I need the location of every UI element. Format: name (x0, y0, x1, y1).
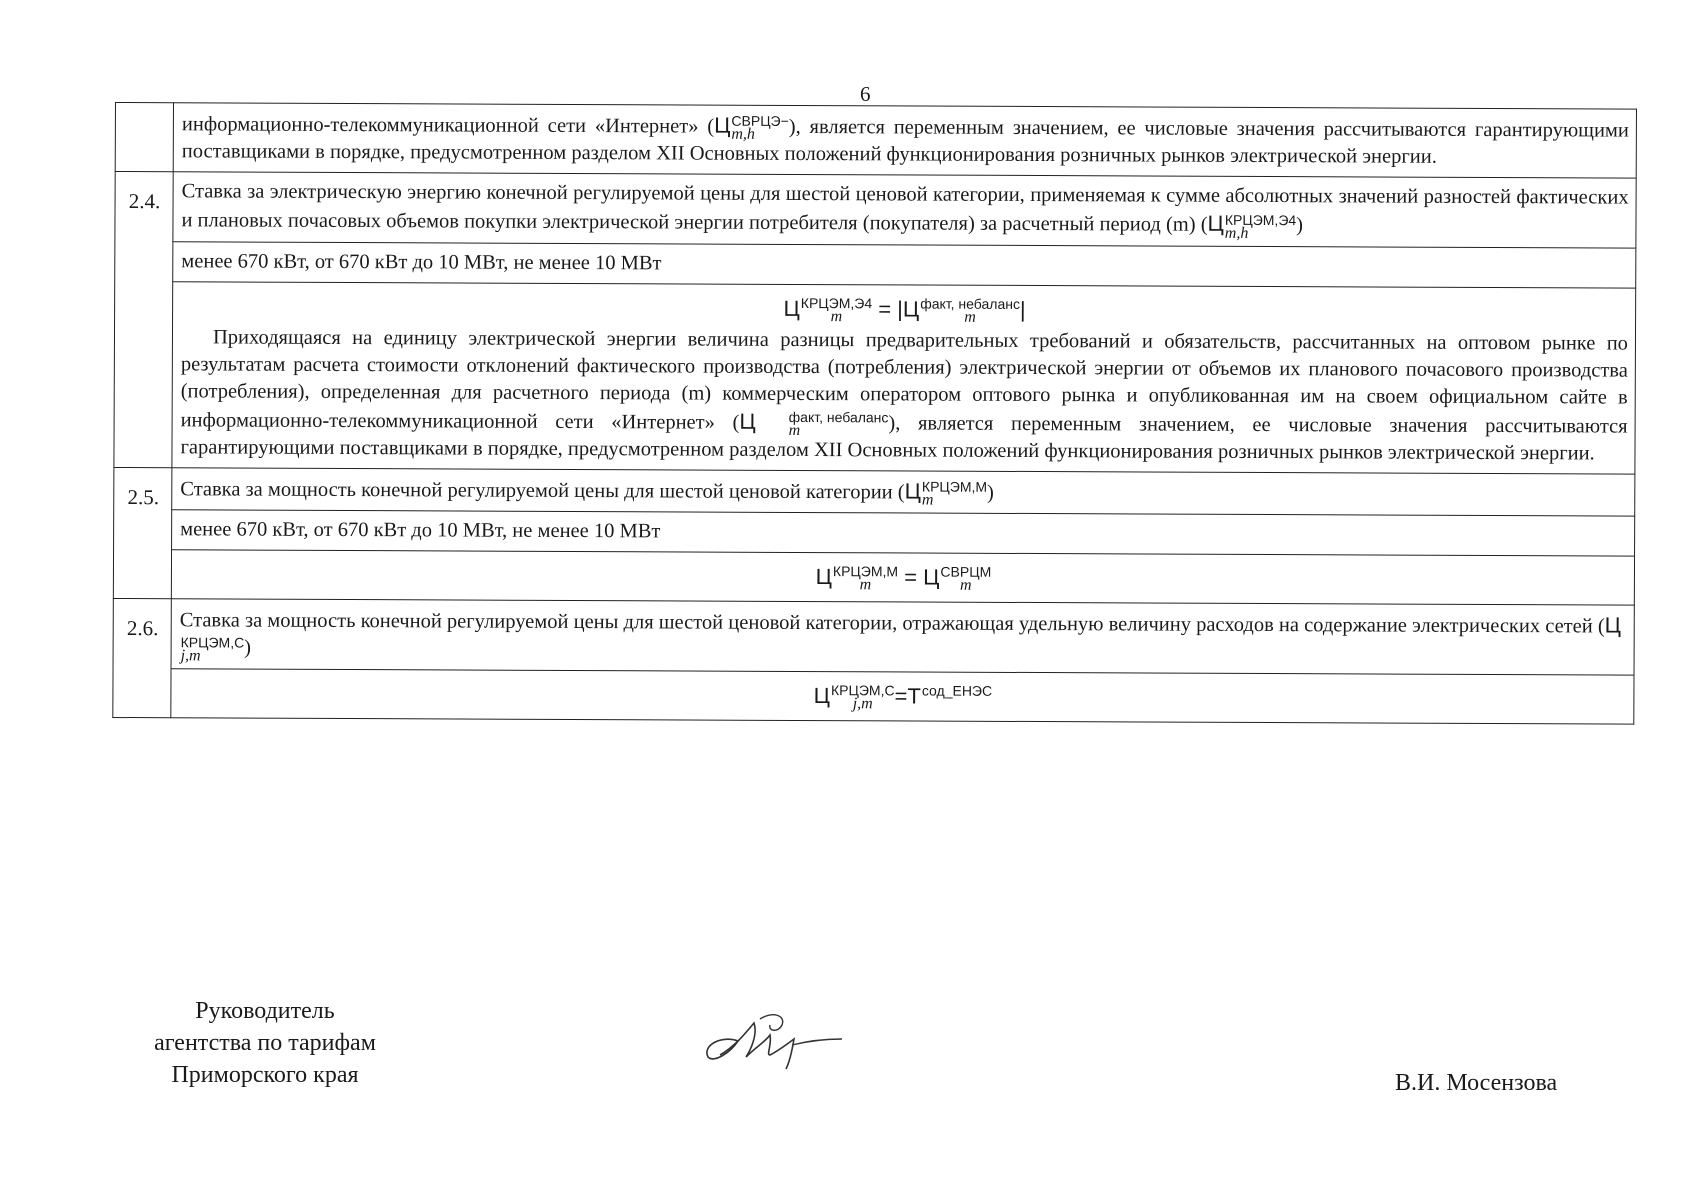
row-2-4-description-sup: факт, небаланс (788, 408, 889, 426)
row-2-4-symbol-sup: КРЦЭМ,Э4 (1224, 211, 1297, 228)
row-2-6-title (171, 599, 1634, 675)
row-2-5-title-text: Ставка за мощность конечной регулируемой цены для шестой ценовой категории ( (180, 478, 905, 504)
formula-2-6-lhs-indices (830, 681, 895, 713)
formula-2-5-lhs-indices (832, 563, 899, 594)
row-2-4-title-text: Ставка за электрическую энергию конечной регулируемой цены для шестой ценовой категории, применяемая к сумме абсолютных значений разностей фактических и плановых почасовых объемов покупки электрической энергии потребителя (покупателя) за расчетный период (m) ( (181, 180, 1629, 237)
formula-2-4-lhs-indices (800, 294, 873, 325)
row-2-6-title-close: ) (244, 636, 252, 659)
continued-text-after: ), является переменным значением, ее числовые значения рассчитываются гарантирующими поставщиками в порядке, предусмотренном разделом XII Основных положений функционирования розничных рынков электрической энергии. (181, 115, 1629, 169)
row-2-5-title-close: ) (987, 481, 994, 504)
table-row-2-4-capacity (115, 241, 1636, 288)
table-row-2-5-capacity (114, 510, 1635, 557)
row-2-6-symbol-sub: j,m (180, 646, 201, 665)
formula-2-6-lhs-sup: КРЦЭМ,С (830, 681, 895, 699)
row-2-5-symbol: Ц (904, 478, 921, 504)
table-row-2-6-formula (113, 668, 1634, 724)
row-number-2-6: 2.6. (113, 599, 172, 718)
formula-2-6-rhs-symbol: Т (907, 683, 921, 709)
row-2-4-description-indices (757, 408, 889, 439)
formula-2-5-rhs-symbol: Ц (923, 564, 940, 590)
row-2-5-symbol-sup: КРЦЭМ,М (921, 478, 988, 495)
row-number-2-4: 2.4. (114, 172, 173, 468)
row-2-4-title (173, 172, 1636, 248)
row-2-5-symbol-sub: m (921, 491, 934, 509)
signer-name: В.И. Мосензова (1395, 1070, 1558, 1096)
continued-symbol-sup: СВРЦЭ− (731, 112, 789, 130)
row-2-6-symbol-sup: КРЦЭМ,С (180, 633, 245, 651)
formula-2-5-operator: = (898, 564, 924, 590)
handwritten-signature (700, 1005, 850, 1075)
row-2-4-title-close: ) (1296, 214, 1304, 237)
row-2-6-title-text: Ставка за мощность конечной регулируемой цены для шестой ценовой категории, отражающая удельную величину расходов на содержание электрических сетей ( (179, 609, 1605, 638)
continued-text-cell (173, 103, 1636, 179)
row-2-4-formula-cell (172, 281, 1636, 474)
formula-2-4-lhs-symbol: Ц (783, 295, 800, 321)
formula-2-5-rhs-sup: СВРЦМ (940, 563, 992, 581)
formula-2-6-rhs-sub-empty (922, 697, 992, 710)
formula-2-5-lhs-symbol: Ц (815, 564, 832, 590)
row-2-5-title (172, 468, 1635, 517)
formula-2-4-rhs-sup: факт, небаланс (920, 295, 1021, 312)
continued-symbol: Ц (714, 112, 731, 138)
row-number-empty (115, 103, 173, 173)
row-2-6-formula (171, 668, 1634, 724)
table-row-continued (115, 103, 1636, 179)
continued-text-before: информационно-телекоммуникационной сети «Интернет» ( (181, 113, 715, 138)
formula-2-6-lhs-symbol: Ц (813, 682, 831, 708)
formula-2-6-lhs-sub: j,m (852, 695, 873, 713)
formula-2-4-lhs-sub: m (830, 307, 843, 325)
row-2-4-description-symbol: Ц (739, 408, 756, 434)
formula-2-5-rhs-sub: m (959, 577, 972, 595)
formula-2-4-rhs-sub: m (964, 308, 976, 326)
formula-2-5-lhs-sub: m (859, 576, 872, 594)
row-2-6-symbol-indices (180, 633, 245, 665)
formula-2-6-rhs-indices (922, 684, 992, 710)
table-row-2-5-formula (113, 550, 1634, 606)
table-row-2-4-formula (114, 281, 1636, 474)
row-2-6-symbol: Ц (1604, 612, 1622, 638)
signer-position-line-2: агентства по тарифам (154, 1030, 376, 1056)
row-2-4-description-sub: m (788, 421, 801, 439)
formula-2-4-close: | (1019, 296, 1026, 322)
formula-2-6-rhs-sup: сод_ЕНЭС (921, 682, 993, 699)
row-2-4-description-before: Приходящаяся на единицу электрической энергии величина разницы предварительных требований и обязательств, рассчитанных на оптовом рынке по результатам расчета стоимости отклонений фактического производства (потребления) электрической энергии от объемов их планового почасового производства (потребления), определенная для расчетного периода (m) коммерческим оператором оптового рынка и опубликованная им на своем официальном сайте в информационно-телекоммуникационной сети «Интернет» ( (180, 326, 1629, 434)
formula-2-4-lhs-sup: КРЦЭМ,Э4 (800, 294, 873, 312)
page-number: 6 (860, 82, 871, 106)
tariff-table (112, 102, 1637, 724)
formula-2-4-rhs-symbol: Ц (902, 296, 920, 322)
row-2-4-capacity: менее 670 кВт, от 670 кВт до 10 МВт, не менее 10 МВт (173, 241, 1636, 287)
formula-2-4-operator: = | (872, 295, 903, 322)
table-row-2-4-title (115, 172, 1636, 248)
row-2-5-formula (171, 550, 1634, 606)
row-number-2-5: 2.5. (113, 467, 172, 599)
formula-2-4-rhs-indices (920, 295, 1021, 326)
row-2-5-symbol-indices (921, 478, 988, 509)
signer-position-line-1: Руководитель (195, 998, 335, 1024)
signer-position (130, 995, 400, 1091)
signer-position-line-3: Приморского края (171, 1062, 359, 1088)
continued-symbol-sub: m,h (731, 125, 755, 144)
row-2-4-symbol-indices (1224, 211, 1297, 242)
formula-2-6-operator: = (894, 683, 908, 709)
row-2-5-capacity: менее 670 кВт, от 670 кВт до 10 МВт, не менее 10 МВт (172, 510, 1635, 556)
row-2-4-symbol: Ц (1207, 211, 1224, 237)
table-row-2-5-title (114, 467, 1635, 516)
continued-symbol-indices (731, 112, 789, 144)
row-2-4-symbol-sub: m,h (1224, 224, 1249, 242)
formula-2-5-rhs-indices (940, 563, 992, 595)
row-2-4-description-after: ), является переменным значением, ее числовые значения рассчитываются гарантирующими поставщиками в порядке, предусмотренном разделом XII Основных положений функционирования розничных рынков электрической энергии. (180, 411, 1628, 465)
row-2-4-description (180, 324, 1628, 468)
formula-2-5-lhs-sup: КРЦЭМ,М (832, 563, 899, 580)
table-row-2-6-title (113, 599, 1634, 675)
